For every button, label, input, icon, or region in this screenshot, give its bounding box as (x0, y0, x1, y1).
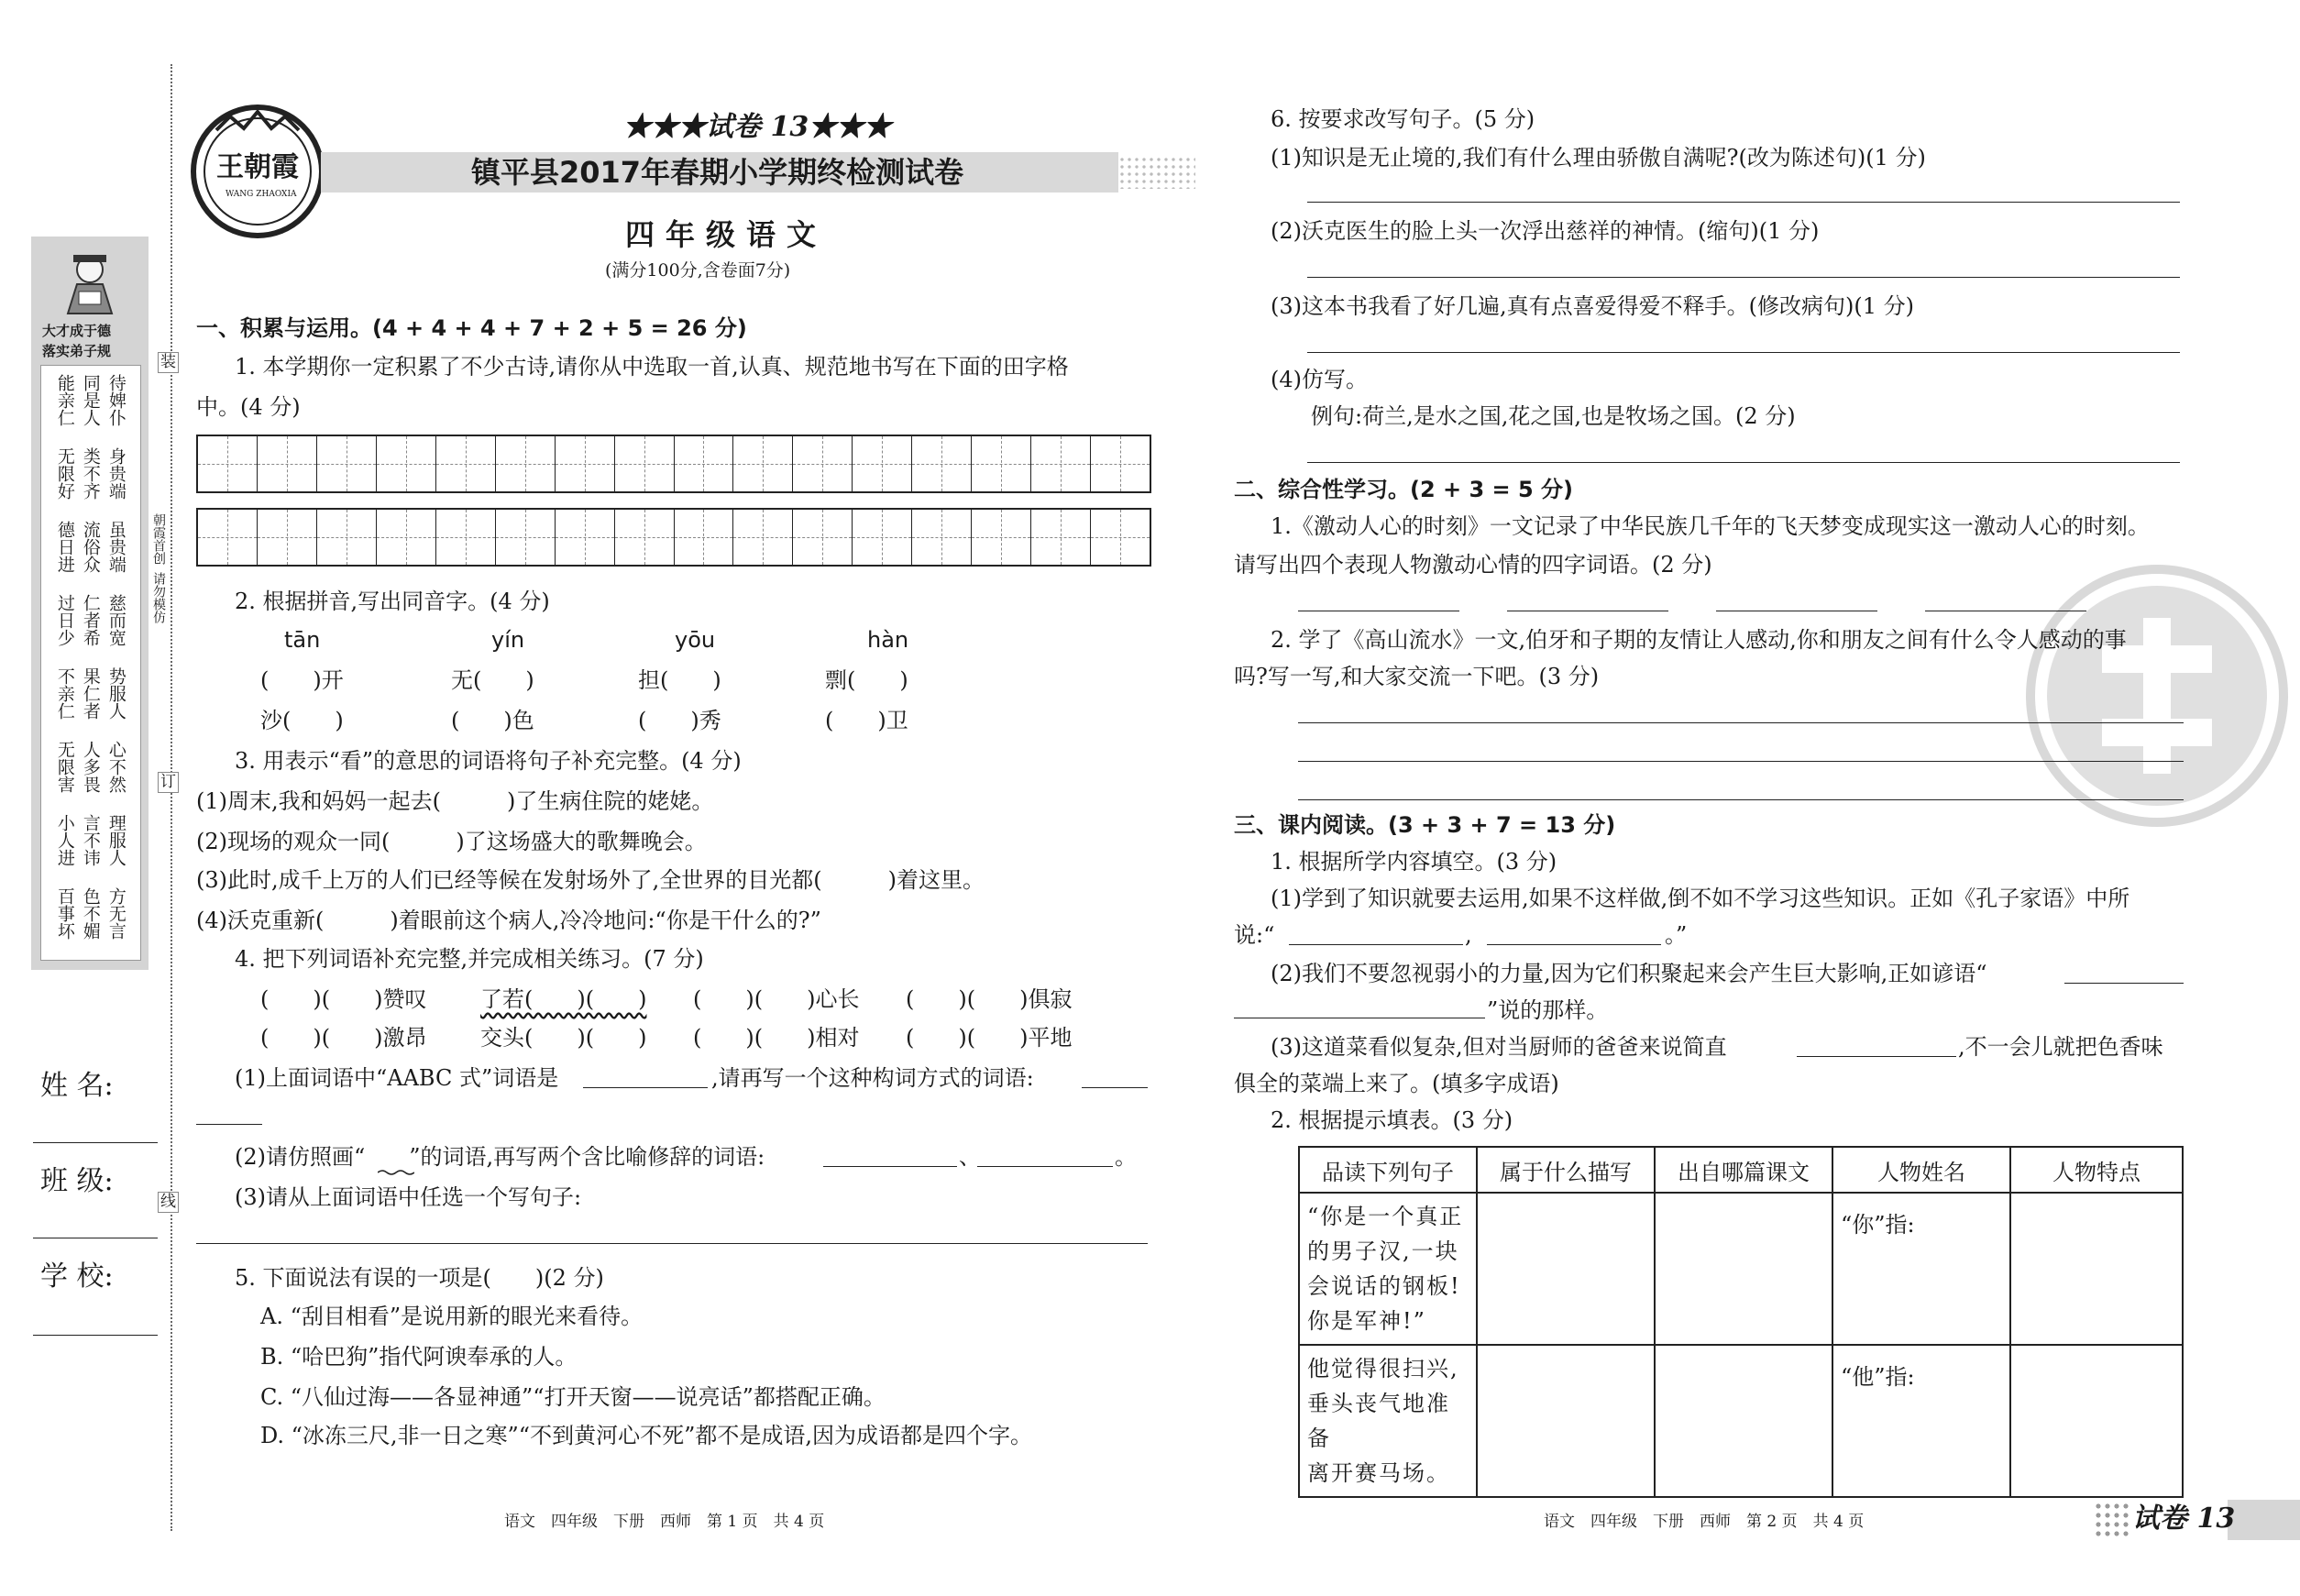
tianzige-grid-row2[interactable] (196, 508, 1151, 567)
q3-title: 3. 用表示“看”的意思的词语将句子补充完整。(4 分) (235, 748, 742, 774)
q2-blank-2[interactable]: 无( ) (451, 667, 534, 693)
q2-blank-7[interactable]: ( )秀 (638, 708, 721, 733)
s3-q1-3-blank[interactable] (1797, 1056, 1956, 1057)
q4-word-2[interactable]: 了若( )( ) (480, 986, 647, 1012)
couplet-column: 无限好 (54, 447, 75, 500)
table-header: 属于什么描写 (1477, 1147, 1655, 1193)
table-header: 出自哪篇课文 (1655, 1147, 1832, 1193)
left-page-footer: 语文 四年级 下册 西师 第 1 页 共 4 页 (504, 1513, 825, 1531)
table-cell-answer[interactable] (1655, 1193, 1832, 1345)
s3-q1-title: 1. 根据所学内容填空。(3 分) (1271, 849, 1557, 875)
q6-item-1: (1)知识是无止境的,我们有什么理由骄傲自满呢?(改为陈述句)(1 分) (1271, 145, 1926, 171)
s3-q2-title: 2. 根据提示填表。(3 分) (1271, 1107, 1513, 1133)
binding-mark-xian: 线 (158, 1192, 179, 1213)
couplet-column: 人多畏 (80, 741, 101, 793)
q4-word-7[interactable]: ( )( )相对 (693, 1025, 860, 1051)
s3-q1-1-line1: (1)学到了知识就要去运用,如果不这样做,倒不如不学习这些知识。正如《孔子家语》中所 (1271, 886, 2130, 911)
q4-sub3-text: (3)请从上面词语中任选一个写句子: (235, 1184, 582, 1210)
couplet-column: 过日少 (54, 594, 75, 646)
motto-line-2: 落实弟子规 (42, 343, 112, 359)
pinyin-3: yōu (675, 627, 716, 653)
q2-blank-4[interactable]: 剽( ) (825, 667, 908, 693)
corner-label: 试卷 13 (2132, 1502, 2236, 1535)
s3-q1-1-mid: , (1465, 922, 1472, 948)
s3-q1-3-end: ,不一会儿就把色香味 (1958, 1034, 2163, 1060)
school-field-label: 学 校: (40, 1260, 114, 1293)
s3-q1-3-start: (3)这道菜看似复杂,但对当厨师的爸爸来说简直 (1271, 1034, 1727, 1060)
exam-number: ★★★试卷 13★★★ (623, 111, 892, 143)
q4-sub1-blank[interactable] (583, 1087, 708, 1088)
couplet-column: 理服人 (105, 814, 127, 866)
tianzige-grid-row1[interactable] (196, 435, 1151, 493)
q2-blank-8[interactable]: ( )卫 (825, 708, 908, 733)
s2-q2-line1: 2. 学了《高山流水》一文,伯牙和子期的友情让人感动,你和朋友之间有什么令人感动的事 (1271, 627, 2127, 653)
name-field-label: 姓 名: (40, 1070, 114, 1102)
name-hint: “你”指: (1841, 1212, 1915, 1238)
q5-option-a: A. “刮目相看”是说用新的眼光来看待。 (260, 1304, 644, 1329)
wavy-underline-sample (378, 1162, 414, 1170)
s2-q2-line2: 吗?写一写,和大家交流一下吧。(3 分) (1234, 664, 1600, 689)
table-row (1299, 1345, 2183, 1497)
s3-q1-2-line2: ”说的那样。 (1487, 997, 1609, 1023)
score-note: (满分100分,含卷面7分) (605, 260, 791, 281)
couplet-column: 仁者希 (80, 594, 101, 646)
couplet-column: 类不齐 (80, 447, 101, 500)
q4-sub1-text2: ,请再写一个这种构词方式的词语: (711, 1065, 1034, 1091)
q5-option-c: C. “八仙过海——各显神通”“打开天窗——说亮话”都搭配正确。 (260, 1384, 886, 1410)
s2-q2-answer-line-1[interactable] (1298, 722, 2184, 723)
table-cell-answer[interactable] (2010, 1193, 2183, 1345)
couplet-column: 身贵端 (105, 447, 127, 500)
q4-word-1[interactable]: ( )( )赞叹 (260, 986, 427, 1012)
table-header: 人物姓名 (1832, 1147, 2010, 1193)
binding-dotted-line (171, 64, 172, 1531)
logo-text: 王朝霞 (216, 151, 299, 183)
couplet-column: 德日进 (54, 521, 75, 573)
q2-blank-5[interactable]: 沙( ) (260, 708, 344, 733)
q5-title: 5. 下面说法有误的一项是( )(2 分) (235, 1265, 604, 1291)
copy-note: 请勿模仿 (151, 572, 166, 623)
s3-q1-1-end: 。” (1665, 922, 1688, 948)
q3-item-4[interactable]: (4)沃克重新( )着眼前这个病人,冷冷地问:“你是干什么的?” (196, 908, 821, 933)
q5-option-b: B. “哈巴狗”指代阿谀奉承的人。 (260, 1344, 578, 1370)
s2-q2-answer-line-3[interactable] (1298, 799, 2184, 800)
table-header-row (1299, 1147, 2183, 1193)
couplet-column: 流俗众 (80, 521, 101, 573)
q3-item-1[interactable]: (1)周末,我和妈妈一起去( )了生病住院的姥姥。 (196, 788, 714, 814)
scholar-illustration (59, 251, 121, 315)
table-cell-sentence (1299, 1345, 1477, 1497)
q4-sub2-end: 。 (1115, 1144, 1137, 1170)
q4-sub2-text: (2)请仿照画“ ”的词语,再写两个含比喻修辞的词语: (235, 1144, 765, 1170)
couplet-column: 同是人 (80, 374, 101, 426)
q1-text-line1: 1. 本学期你一定积累了不少古诗,请你从中选取一首,认真、规范地书写在下面的田字格 (235, 354, 1069, 380)
pinyin-1: tān (284, 627, 321, 653)
q3-item-3[interactable]: (3)此时,成千上万的人们已经等候在发射场外了,全世界的目光都( )着这里。 (196, 867, 985, 893)
subject-title: 四年级语文 (625, 217, 828, 252)
s3-q1-2-line1: (2)我们不要忽视弱小的力量,因为它们积聚起来会产生巨大影响,正如谚语“ (1271, 961, 1987, 986)
brand-logo (189, 103, 326, 240)
couplet-column: 百事坏 (54, 887, 75, 940)
s3-q1-1-start: 说:“ (1234, 922, 1275, 948)
title-banner-dots (1118, 156, 1195, 189)
reading-table (1298, 1146, 2184, 1498)
couplet-column: 色不媚 (80, 887, 101, 940)
q6-answer-line-4[interactable] (1307, 462, 2180, 463)
couplet-column: 心不然 (105, 741, 127, 793)
pinyin-4: hàn (867, 627, 909, 653)
s2-q1-line1: 1.《激动人心的时刻》一文记录了中华民族几千年的飞天梦变成现实这一激动人心的时刻。 (1271, 513, 2150, 539)
q4-sub1-text: (1)上面词语中“AABC 式”词语是 (235, 1065, 559, 1091)
q4-sub2-sep: 、 (959, 1144, 981, 1170)
table-header: 人物特点 (2010, 1147, 2183, 1193)
q2-blank-6[interactable]: ( )色 (451, 708, 534, 733)
q4-sub1-blank2-cont[interactable] (196, 1124, 262, 1125)
q4-sub2-blank2[interactable] (977, 1166, 1113, 1167)
q6-answer-line-2[interactable] (1307, 277, 2180, 278)
q4-sub3-answer-line[interactable] (196, 1243, 1148, 1244)
sentence-line: 的男子汉,一块 (1307, 1238, 1459, 1264)
q6-item-4: (4)仿写。 (1271, 367, 1368, 392)
corner-label-bg (2228, 1500, 2300, 1540)
sentence-line: 垂头丧气地准备 (1307, 1391, 1450, 1451)
q6-answer-line-3[interactable] (1307, 352, 2180, 353)
sentence-line: 你是军神!” (1307, 1308, 1426, 1334)
q6-example: 例句:荷兰,是水之国,花之国,也是牧场之国。(2 分) (1311, 403, 1796, 429)
table-cell-answer[interactable] (1477, 1193, 1655, 1345)
s3-q1-2-blank-1[interactable] (2064, 983, 2184, 984)
q2-blank-1[interactable]: ( )开 (260, 667, 344, 693)
table-cell-name[interactable] (1832, 1345, 2010, 1497)
binding-mark-ding: 订 (158, 772, 179, 793)
couplet-column: 势服人 (105, 667, 127, 720)
couplet-column: 果仁者 (80, 667, 101, 720)
sentence-line: “你是一个真正 (1307, 1204, 1464, 1229)
q4-word-3[interactable]: ( )( )心长 (693, 986, 860, 1012)
motto-line-1: 大才成于德 (42, 323, 112, 339)
couplet-column: 小人进 (54, 814, 75, 866)
section1-title: 一、积累与运用。(4 + 4 + 4 + 7 + 2 + 5 = 26 分) (196, 315, 747, 341)
s3-q1-1-blank-2[interactable] (1487, 944, 1661, 945)
sentence-line: 离开赛马场。 (1307, 1460, 1450, 1486)
couplet-column: 能亲仁 (54, 374, 75, 426)
s2-q2-answer-line-2[interactable] (1298, 761, 2184, 762)
sentence-line: 他觉得很扫兴, (1307, 1356, 1459, 1381)
watermark-seal (2024, 563, 2290, 829)
couplet-column: 方无言 (105, 887, 127, 940)
table-header: 品读下列句子 (1299, 1147, 1477, 1193)
q5-option-d: D. “冰冻三尺,非一日之寒”“不到黄河心不死”都不是成语,因为成语都是四个字。 (260, 1423, 1032, 1448)
name-hint: “他”指: (1841, 1364, 1915, 1390)
couplet-column: 无限害 (54, 741, 75, 793)
q2-title: 2. 根据拼音,写出同音字。(4 分) (235, 589, 550, 614)
corner-label-dots (2094, 1502, 2130, 1538)
sentence-line: 会说话的钢板! (1307, 1273, 1461, 1299)
q4-sub2-blank1[interactable] (823, 1166, 957, 1167)
q6-answer-line-1[interactable] (1307, 202, 2180, 203)
q4-word-4[interactable]: ( )( )俱寂 (906, 986, 1073, 1012)
s3-q1-1-blank-1[interactable] (1289, 944, 1463, 945)
couplet-column: 言不讳 (80, 814, 101, 866)
school-field-line[interactable] (33, 1335, 158, 1336)
couplet-column: 不亲仁 (54, 667, 75, 720)
q6-item-2: (2)沃克医生的脸上头一次浮出慈祥的神情。(缩句)(1 分) (1271, 218, 1820, 244)
brand-note: 朝霞首创 (151, 513, 166, 565)
couplet-column: 慈而宽 (105, 594, 127, 646)
logo-subtext: WANG ZHAOXIA (226, 190, 297, 199)
section2-title: 二、综合性学习。(2 + 3 = 5 分) (1234, 477, 1574, 502)
q4-word-8[interactable]: ( )( )平地 (906, 1025, 1073, 1051)
q1-text-line2: 中。(4 分) (196, 394, 301, 420)
pinyin-2: yín (491, 627, 525, 653)
q4-title: 4. 把下列词语补充完整,并完成相关练习。(7 分) (235, 946, 704, 972)
table-cell-sentence (1299, 1193, 1477, 1345)
table-row (1299, 1193, 2183, 1345)
q4-word-6[interactable]: 交头( )( ) (480, 1025, 647, 1051)
name-field-line[interactable] (33, 1142, 158, 1143)
couplet-column: 待婢仆 (105, 374, 127, 426)
class-field-label: 班 级: (40, 1165, 114, 1197)
s2-q1-line2: 请写出四个表现人物激动心情的四字词语。(2 分) (1234, 552, 1712, 578)
q6-item-3: (3)这本书我看了好几遍,真有点喜爱得爱不释手。(修改病句)(1 分) (1271, 293, 1914, 319)
q2-blank-3[interactable]: 担( ) (638, 667, 721, 693)
q6-title: 6. 按要求改写句子。(5 分) (1271, 106, 1535, 132)
binding-mark-zhuang: 装 (158, 352, 179, 373)
table-cell-answer[interactable] (2010, 1345, 2183, 1497)
table-cell-answer[interactable] (1477, 1345, 1655, 1497)
couplet-column: 虽贵端 (105, 521, 127, 573)
q3-item-2[interactable]: (2)现场的观众一同( )了这场盛大的歌舞晚会。 (196, 829, 707, 854)
section3-title: 三、课内阅读。(3 + 3 + 7 = 13 分) (1234, 812, 1616, 838)
exam-title: 镇平县2017年春期小学期终检测试卷 (471, 155, 964, 190)
s3-q1-3-line2: 俱全的菜端上来了。(填多字成语) (1234, 1071, 1559, 1096)
table-cell-name[interactable] (1832, 1193, 2010, 1345)
right-page-footer: 语文 四年级 下册 西师 第 2 页 共 4 页 (1544, 1513, 1865, 1531)
q4-sub1-blank2[interactable] (1082, 1087, 1148, 1088)
table-cell-answer[interactable] (1655, 1345, 1832, 1497)
q4-word-5[interactable]: ( )( )激昂 (260, 1025, 427, 1051)
